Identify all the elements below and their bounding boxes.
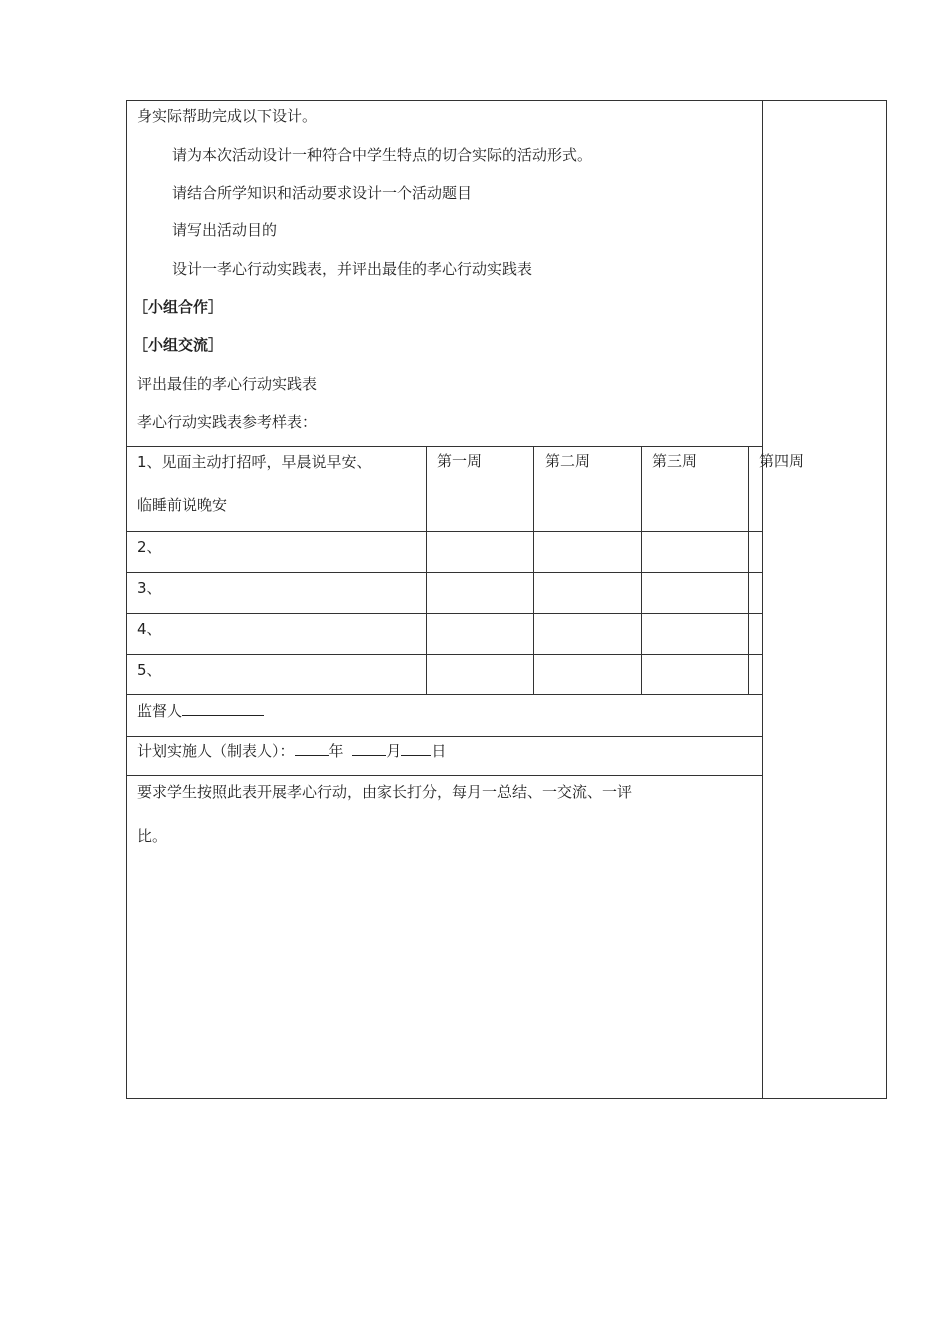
after-line-2: 孝心行动实践表参考样表： xyxy=(137,413,318,431)
table-col-border xyxy=(533,446,534,695)
week-1-header: 第一周 xyxy=(437,452,483,470)
table-col-border xyxy=(748,446,749,695)
day-label: 日 xyxy=(431,742,447,760)
table-row-1-line-2: 临睡前说晚安 xyxy=(137,496,228,514)
requirement-line-2: 比。 xyxy=(137,827,168,845)
day-blank[interactable] xyxy=(401,741,431,756)
week-2-header: 第二周 xyxy=(545,452,591,470)
table-bottom-border xyxy=(126,694,763,695)
right-column-divider xyxy=(762,100,763,1099)
supervisor-blank[interactable] xyxy=(182,701,264,716)
table-col-border xyxy=(641,446,642,695)
supervisor-label: 监督人 xyxy=(137,702,183,720)
table-row-3-label: 3、 xyxy=(137,579,162,597)
table-row-5-label: 5、 xyxy=(137,661,162,679)
week-3-header: 第三周 xyxy=(652,452,698,470)
planner-label: 计划实施人（制表人）： xyxy=(137,742,295,760)
table-row-border xyxy=(126,572,763,573)
section-group-exchange: ［小组交流］ xyxy=(133,336,224,354)
outer-table-frame xyxy=(126,100,887,1099)
intro-line-4: 请写出活动目的 xyxy=(172,221,278,239)
intro-line-5: 设计一孝心行动实践表，并评出最佳的孝心行动实践表 xyxy=(172,260,533,278)
table-row-border xyxy=(126,654,763,655)
table-row-4-label: 4、 xyxy=(137,620,162,638)
planner-line xyxy=(137,741,446,761)
year-label: 年 xyxy=(328,742,344,760)
table-row-border xyxy=(126,613,763,614)
table-row-1-line-1: 1、见面主动打招呼，早晨说早安、 xyxy=(137,453,372,471)
table-col-border xyxy=(426,446,427,695)
intro-line-2: 请为本次活动设计一种符合中学生特点的切合实际的活动形式。 xyxy=(172,146,593,164)
section-group-work: ［小组合作］ xyxy=(133,298,224,316)
requirement-line-1: 要求学生按照此表开展孝心行动，由家长打分，每月一总结、一交流、一评 xyxy=(137,783,633,801)
intro-line-1: 身实际帮助完成以下设计。 xyxy=(137,107,318,125)
table-row-border xyxy=(126,531,763,532)
year-blank[interactable] xyxy=(295,741,329,756)
week-4-header: 第四周 xyxy=(759,452,805,470)
planner-row-border xyxy=(126,775,763,776)
supervisor-line xyxy=(137,701,264,721)
intro-line-3: 请结合所学知识和活动要求设计一个活动题目 xyxy=(172,184,473,202)
table-top-border xyxy=(126,446,763,447)
month-blank[interactable] xyxy=(352,741,386,756)
month-label: 月 xyxy=(386,742,402,760)
supervisor-row-border xyxy=(126,736,763,737)
table-row-2-label: 2、 xyxy=(137,538,162,556)
after-line-1: 评出最佳的孝心行动实践表 xyxy=(137,375,318,393)
